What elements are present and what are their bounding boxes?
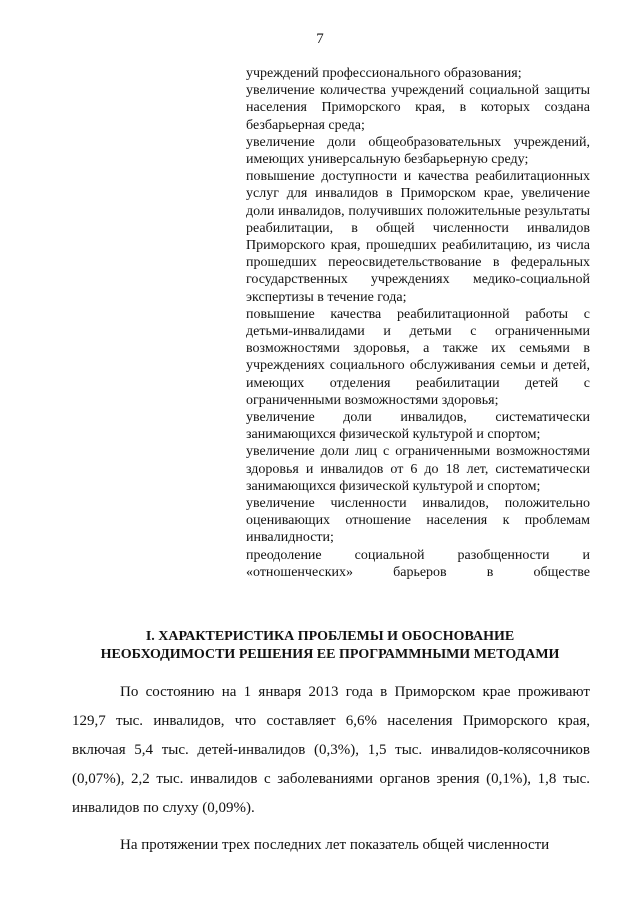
section-title — [70, 628, 590, 664]
goal-item: преодоление социальной разобщенности и «отношенческих» барьеров в обществе — [246, 547, 590, 580]
section-title-line-2: НЕОБХОДИМОСТИ РЕШЕНИЯ ЕЕ ПРОГРАММНЫМИ МЕТОДАМИ — [100, 647, 560, 662]
section-body — [72, 678, 590, 868]
paragraph: На протяжении трех последних лет показатель общей численности — [120, 837, 550, 853]
goal-item: повышение доступности и качества реабилитационных услуг для инвалидов в Приморском крае, увеличение доли инвалидов, получивших положительные результаты реабилитации, в общей численности инвалидов Приморского края, прошедших реабилитацию, из числа прошедших переосвидетельствование в федеральных государственных учреждениях медико-социальной экспертизы в течение года; — [246, 169, 590, 305]
paragraph: По состоянию на 1 января 2013 года в Приморском крае проживают 129,7 тыс. инвалидов, что составляет 6,6% населения Приморского края, включая 5,4 тыс. детей-инвалидов (0,3%), 1,5 тыс. инвалидов-колясочников (0,07%), 2,2 тыс. инвалидов с заболеваниями органов зрения (0,1%), 1,8 тыс. инвалидов по слуху (0,09%). — [72, 684, 590, 816]
goal-item: увеличение доли лиц с ограниченными возможностями здоровья и инвалидов от 6 до 18 лет, систематически занимающихся физической культурой и спортом; — [246, 444, 590, 494]
goal-item: увеличение численности инвалидов, положительно оценивающих отношение населения к проблемам инвалидности; — [246, 496, 590, 546]
goals-list — [246, 65, 590, 581]
goal-item: увеличение количества учреждений социальной защиты населения Приморского края, в которых создана безбарьерная среда; — [246, 83, 590, 133]
page-number: 7 — [316, 31, 324, 47]
goal-item: повышение качества реабилитационной работы с детьми-инвалидами и детьми с ограниченными возможностями здоровья, а также их семьями в учреждениях социального обслуживания семьи и детей, имеющих отделения реабилитации детей с ограниченными возможностями здоровья; — [246, 306, 590, 408]
goal-item: увеличение доли инвалидов, систематически занимающихся физической культурой и спортом; — [246, 410, 590, 443]
section-title-line-1: I. ХАРАКТЕРИСТИКА ПРОБЛЕМЫ И ОБОСНОВАНИЕ — [145, 629, 515, 644]
goal-item: учреждений профессионального образования; — [246, 66, 522, 81]
goal-item: увеличение доли общеобразовательных учреждений, имеющих универсальную безбарьерную среду; — [246, 134, 590, 168]
